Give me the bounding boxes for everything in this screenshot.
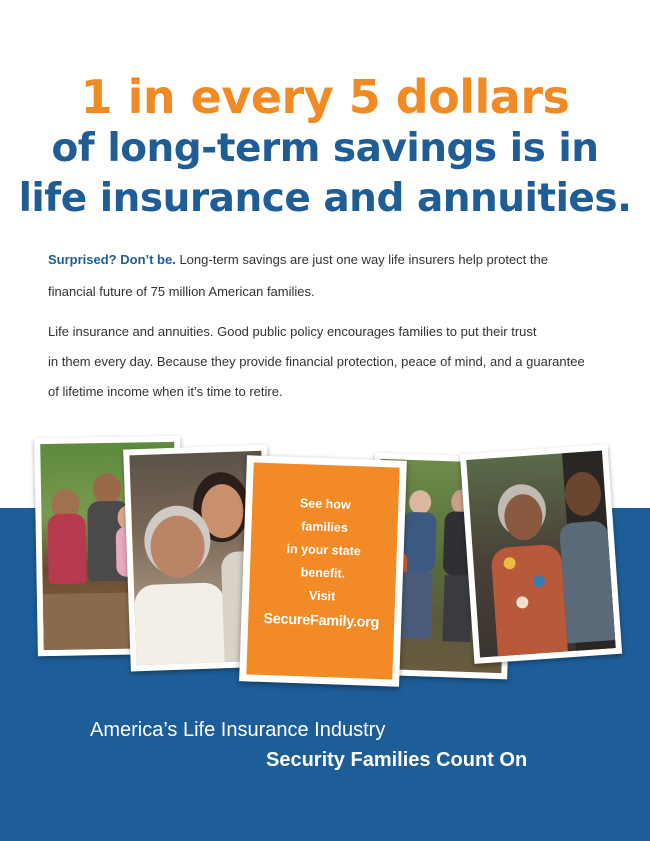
card-line-5: Visit xyxy=(308,588,336,604)
intro-lead: Surprised? Don’t be. xyxy=(48,252,176,267)
intro-line-1-text: Long-term savings are just one way life insurers help protect the xyxy=(175,252,548,267)
card-line-4: benefit. xyxy=(300,565,346,581)
securefamily-card-panel xyxy=(246,463,399,680)
card-line-3: in your state xyxy=(286,541,362,559)
body-line-3: of lifetime income when it’s time to retire. xyxy=(48,384,283,399)
card-line-1: See how xyxy=(299,496,351,512)
securefamily-link[interactable]: SecureFamily.org xyxy=(263,610,380,631)
body-line-1: Life insurance and annuities. Good public policy encourages families to put their trust xyxy=(48,324,537,339)
footer-tagline: Security Families Count On xyxy=(266,749,528,771)
headline-line-3: life insurance and annuities. xyxy=(18,176,632,221)
card-line-2: families xyxy=(301,519,349,535)
footer-industry-line: America’s Life Insurance Industry xyxy=(90,719,386,741)
intro-line-1 xyxy=(48,252,548,267)
body-line-2: in them every day. Because they provide financial protection, peace of mind, and a guarantee xyxy=(48,354,585,369)
headline-line-2: of long-term savings is in xyxy=(51,126,599,171)
headline-line-1: 1 in every 5 dollars xyxy=(80,70,570,124)
intro-line-2: financial future of 75 million American families. xyxy=(48,284,315,299)
securefamily-card xyxy=(239,455,407,686)
older-couple-photo xyxy=(460,444,622,664)
